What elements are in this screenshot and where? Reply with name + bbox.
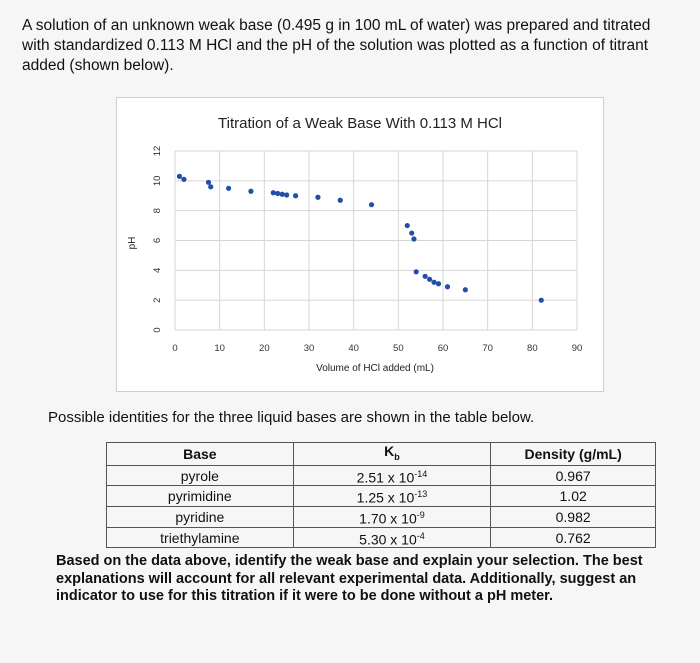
data-points [177,174,544,303]
intro-paragraph: A solution of an unknown weak base (0.495 g in 100 mL of water) was prepared and titrated with standardized 0.113 M HCl and the pH of the solution was plotted as a function of titrant added (shown below). [22,17,651,74]
y-tick-label: 8 [152,208,163,214]
y-axis-label: pH [127,236,138,250]
y-tick-label: 12 [152,145,163,157]
y-tick-label: 10 [152,175,163,187]
x-tick-label: 80 [527,343,538,354]
data-point [445,284,450,289]
cell-base: pyridine [107,507,294,528]
bases-table [106,442,656,548]
data-point [248,189,253,194]
data-point [423,274,428,279]
y-tick-label: 4 [152,267,163,273]
x-tick-label: 90 [571,343,583,354]
data-point [315,195,320,200]
cell-density: 0.967 [491,465,656,486]
cell-base: triethylamine [107,527,294,548]
cell-base: pyrimidine [107,486,294,507]
cell-base: pyrole [107,465,294,486]
data-point [436,281,441,286]
x-tick-label: 40 [348,343,359,354]
chart-svg [117,98,603,391]
x-tick-label: 60 [437,343,449,354]
cell-kb: 1.25 x $10^{-13}$ [293,486,491,507]
chart-title: Titration of a Weak Base With 0.113 M HCl [218,115,502,132]
data-point [539,298,544,303]
data-point [414,269,419,274]
table-header-row [107,443,656,466]
header-density: Density (g/mL) [491,443,656,466]
x-tick-label: 50 [393,343,404,354]
cell-kb: 1.70 x $10^{-9}$ [293,507,491,528]
x-tick-label: 70 [482,343,493,354]
y-tick-label: 2 [152,297,163,303]
data-point [177,174,182,179]
x-tick-label: 30 [303,343,315,354]
cell-kb: 5.30 x $10^{-4}$ [293,527,491,548]
data-point [405,223,410,228]
data-point [411,236,416,241]
header-kb: $K_b$ [293,443,491,466]
data-point [427,277,432,282]
cell-density: 0.762 [491,527,656,548]
x-tick-label: 10 [214,343,225,354]
data-point [431,280,436,285]
data-point [280,192,285,197]
table-row [107,465,656,486]
cell-density: 1.02 [491,486,656,507]
data-point [275,191,280,196]
chart-grid [175,151,577,330]
x-tick-labels [172,343,582,354]
data-point [369,202,374,207]
data-point [293,193,298,198]
cell-density: 0.982 [491,507,656,528]
table-row [107,527,656,548]
header-base: Base [107,443,294,466]
data-point [226,186,231,191]
question-paragraph: Based on the data above, identify the weak base and explain your selection. The best explanations will account for all relevant experimental data. Additionally, suggest an indicator to use for this titration if it were to be done without a pH meter. [56,553,643,604]
data-point [409,230,414,235]
y-tick-label: 0 [152,327,163,333]
table-intro: Possible identities for the three liquid bases are shown in the table below. [48,409,535,426]
data-point [208,184,213,189]
x-tick-label: 20 [259,343,270,354]
data-point [271,190,276,195]
cell-kb: 2.51 x $10^{-14}$ [293,465,491,486]
table-row [107,486,656,507]
x-tick-label: 0 [172,343,178,354]
data-point [338,198,343,203]
y-tick-labels [152,146,163,333]
data-point [181,177,186,182]
titration-chart [116,97,604,392]
data-point [206,180,211,185]
data-point [463,287,468,292]
table-row [107,507,656,528]
data-point [284,192,289,197]
y-tick-label: 6 [152,237,163,244]
x-axis-label: Volume of HCl added (mL) [316,363,434,374]
